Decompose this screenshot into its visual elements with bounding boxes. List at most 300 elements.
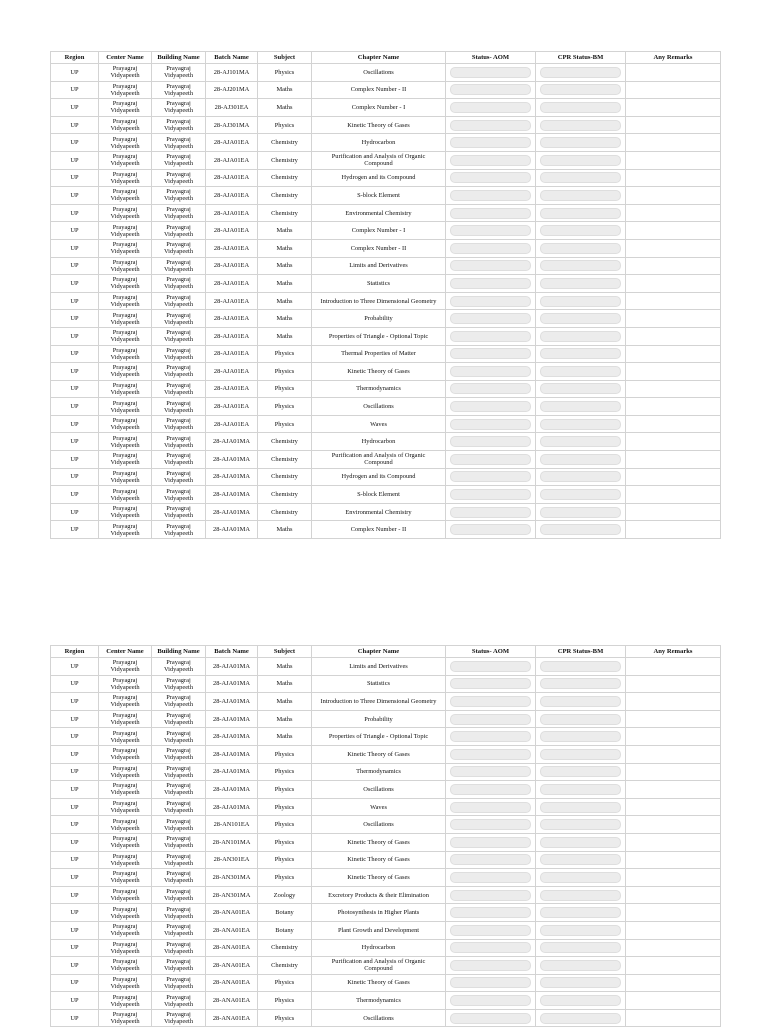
status-aom-dropdown[interactable] <box>450 890 531 901</box>
any-remarks-cell[interactable] <box>626 816 721 834</box>
subject-cell: Physics <box>258 781 312 799</box>
status-aom-dropdown[interactable] <box>450 678 531 689</box>
cpr-status-bm-dropdown[interactable] <box>540 489 621 500</box>
any-remarks-cell[interactable] <box>626 398 721 416</box>
center-name-cell: Prayagraj Vidyapeeth <box>99 169 152 187</box>
region-cell: UP <box>51 64 99 82</box>
column-header-batch-name: Batch Name <box>206 52 258 64</box>
cpr-status-bm-dropdown[interactable] <box>540 471 621 482</box>
cpr-status-bm-cell <box>536 693 626 711</box>
batch-name-cell: 28-ANA01EA <box>206 957 258 975</box>
cpr-status-bm-cell <box>536 134 626 152</box>
any-remarks-cell[interactable] <box>626 503 721 521</box>
cpr-status-bm-dropdown[interactable] <box>540 313 621 324</box>
any-remarks-cell[interactable] <box>626 151 721 169</box>
column-header-any-remarks: Any Remarks <box>626 52 721 64</box>
cpr-status-bm-cell <box>536 380 626 398</box>
subject-cell: Botany <box>258 921 312 939</box>
chapter-name-cell: Oscillations <box>312 781 446 799</box>
status-aom-cell <box>446 816 536 834</box>
table-row <box>51 1009 721 1027</box>
cpr-status-bm-cell <box>536 974 626 992</box>
status-aom-dropdown[interactable] <box>450 854 531 865</box>
region-cell: UP <box>51 363 99 381</box>
cpr-status-bm-cell <box>536 275 626 293</box>
subject-cell: Maths <box>258 275 312 293</box>
subject-cell: Chemistry <box>258 187 312 205</box>
cpr-status-bm-cell <box>536 745 626 763</box>
cpr-status-bm-dropdown[interactable] <box>540 784 621 795</box>
center-name-cell: Prayagraj Vidyapeeth <box>99 781 152 799</box>
cpr-status-bm-dropdown[interactable] <box>540 208 621 219</box>
chapter-name-cell: Kinetic Theory of Gases <box>312 974 446 992</box>
column-header-center-name: Center Name <box>99 646 152 658</box>
region-cell: UP <box>51 204 99 222</box>
status-aom-dropdown[interactable] <box>450 942 531 953</box>
center-name-cell: Prayagraj Vidyapeeth <box>99 222 152 240</box>
batch-name-cell: 28-AJA01MA <box>206 468 258 486</box>
cpr-status-bm-dropdown[interactable] <box>540 120 621 131</box>
chapter-name-cell: Thermodynamics <box>312 763 446 781</box>
batch-name-cell: 28-AJA01EA <box>206 204 258 222</box>
cpr-status-bm-cell <box>536 222 626 240</box>
region-cell: UP <box>51 169 99 187</box>
cpr-status-bm-dropdown[interactable] <box>540 819 621 830</box>
center-name-cell: Prayagraj Vidyapeeth <box>99 187 152 205</box>
cpr-status-bm-dropdown[interactable] <box>540 749 621 760</box>
subject-cell: Chemistry <box>258 503 312 521</box>
cpr-status-bm-dropdown[interactable] <box>540 84 621 95</box>
chapter-name-cell: Oscillations <box>312 1009 446 1027</box>
cpr-status-bm-dropdown[interactable] <box>540 225 621 236</box>
status-aom-dropdown[interactable] <box>450 348 531 359</box>
status-aom-dropdown[interactable] <box>450 471 531 482</box>
status-aom-dropdown[interactable] <box>450 67 531 78</box>
any-remarks-cell[interactable] <box>626 693 721 711</box>
chapter-name-cell: Oscillations <box>312 816 446 834</box>
subject-cell: Physics <box>258 974 312 992</box>
chapter-name-cell: Complex Number - II <box>312 521 446 539</box>
any-remarks-cell[interactable] <box>626 658 721 676</box>
cpr-status-bm-dropdown[interactable] <box>540 802 621 813</box>
status-aom-dropdown[interactable] <box>450 819 531 830</box>
cpr-status-bm-dropdown[interactable] <box>540 260 621 271</box>
cpr-status-bm-dropdown[interactable] <box>540 419 621 430</box>
building-name-cell: Prayagraj Vidyapeeth <box>152 239 206 257</box>
any-remarks-cell[interactable] <box>626 851 721 869</box>
cpr-status-bm-dropdown[interactable] <box>540 854 621 865</box>
cpr-status-bm-dropdown[interactable] <box>540 1013 621 1024</box>
batch-name-cell: 28-AJA01MA <box>206 658 258 676</box>
center-name-cell: Prayagraj Vidyapeeth <box>99 257 152 275</box>
cpr-status-bm-dropdown[interactable] <box>540 766 621 777</box>
status-aom-dropdown[interactable] <box>450 1013 531 1024</box>
status-aom-dropdown[interactable] <box>450 714 531 725</box>
cpr-status-bm-cell <box>536 728 626 746</box>
status-aom-cell <box>446 1009 536 1027</box>
any-remarks-cell[interactable] <box>626 869 721 887</box>
region-cell: UP <box>51 728 99 746</box>
status-aom-dropdown[interactable] <box>450 731 531 742</box>
status-aom-cell <box>446 327 536 345</box>
status-aom-cell <box>446 974 536 992</box>
column-header-subject: Subject <box>258 52 312 64</box>
table-row <box>51 833 721 851</box>
cpr-status-bm-dropdown[interactable] <box>540 67 621 78</box>
any-remarks-cell[interactable] <box>626 415 721 433</box>
any-remarks-cell[interactable] <box>626 433 721 451</box>
any-remarks-cell[interactable] <box>626 957 721 975</box>
center-name-cell: Prayagraj Vidyapeeth <box>99 327 152 345</box>
table-row <box>51 521 721 539</box>
region-cell: UP <box>51 99 99 117</box>
cpr-status-bm-dropdown[interactable] <box>540 678 621 689</box>
cpr-status-bm-dropdown[interactable] <box>540 925 621 936</box>
cpr-status-bm-dropdown[interactable] <box>540 507 621 518</box>
any-remarks-cell[interactable] <box>626 239 721 257</box>
subject-cell: Physics <box>258 398 312 416</box>
building-name-cell: Prayagraj Vidyapeeth <box>152 851 206 869</box>
batch-name-cell: 28-AJA01MA <box>206 728 258 746</box>
status-aom-dropdown[interactable] <box>450 749 531 760</box>
subject-cell: Maths <box>258 81 312 99</box>
cpr-status-bm-dropdown[interactable] <box>540 278 621 289</box>
cpr-status-bm-cell <box>536 327 626 345</box>
building-name-cell: Prayagraj Vidyapeeth <box>152 327 206 345</box>
any-remarks-cell[interactable] <box>626 904 721 922</box>
cpr-status-bm-dropdown[interactable] <box>540 366 621 377</box>
cpr-status-bm-dropdown[interactable] <box>540 296 621 307</box>
status-aom-dropdown[interactable] <box>450 243 531 254</box>
status-aom-dropdown[interactable] <box>450 784 531 795</box>
building-name-cell: Prayagraj Vidyapeeth <box>152 1009 206 1027</box>
status-aom-cell <box>446 169 536 187</box>
batch-name-cell: 28-AJA01MA <box>206 763 258 781</box>
batch-name-cell: 28-AJA01EA <box>206 380 258 398</box>
cpr-status-bm-dropdown[interactable] <box>540 872 621 883</box>
status-aom-dropdown[interactable] <box>450 366 531 377</box>
building-name-cell: Prayagraj Vidyapeeth <box>152 134 206 152</box>
status-aom-dropdown[interactable] <box>450 925 531 936</box>
batch-name-cell: 28-AJA01EA <box>206 134 258 152</box>
chapter-name-cell: Oscillations <box>312 64 446 82</box>
schedule-table-page-1 <box>50 51 720 539</box>
status-aom-dropdown[interactable] <box>450 331 531 342</box>
any-remarks-cell[interactable] <box>626 257 721 275</box>
any-remarks-cell[interactable] <box>626 275 721 293</box>
subject-cell: Maths <box>258 99 312 117</box>
batch-name-cell: 28-AJA01MA <box>206 486 258 504</box>
subject-cell: Chemistry <box>258 957 312 975</box>
batch-name-cell: 28-AJA01EA <box>206 310 258 328</box>
cpr-status-bm-cell <box>536 869 626 887</box>
building-name-cell: Prayagraj Vidyapeeth <box>152 781 206 799</box>
any-remarks-cell[interactable] <box>626 521 721 539</box>
table-row <box>51 64 721 82</box>
status-aom-dropdown[interactable] <box>450 977 531 988</box>
status-aom-cell <box>446 451 536 469</box>
any-remarks-cell[interactable] <box>626 710 721 728</box>
status-aom-cell <box>446 851 536 869</box>
status-aom-dropdown[interactable] <box>450 120 531 131</box>
status-aom-cell <box>446 275 536 293</box>
table-row <box>51 239 721 257</box>
any-remarks-cell[interactable] <box>626 992 721 1010</box>
cpr-status-bm-dropdown[interactable] <box>540 190 621 201</box>
table-row <box>51 116 721 134</box>
status-aom-dropdown[interactable] <box>450 802 531 813</box>
batch-name-cell: 28-AJA01MA <box>206 781 258 799</box>
any-remarks-cell[interactable] <box>626 974 721 992</box>
status-aom-cell <box>446 992 536 1010</box>
status-aom-dropdown[interactable] <box>450 507 531 518</box>
batch-name-cell: 28-AN301MA <box>206 869 258 887</box>
chapter-name-cell: Plant Growth and Development <box>312 921 446 939</box>
cpr-status-bm-dropdown[interactable] <box>540 995 621 1006</box>
any-remarks-cell[interactable] <box>626 745 721 763</box>
center-name-cell: Prayagraj Vidyapeeth <box>99 745 152 763</box>
any-remarks-cell[interactable] <box>626 675 721 693</box>
column-header-cpr-status-bm: CPR Status-BM <box>536 646 626 658</box>
cpr-status-bm-dropdown[interactable] <box>540 714 621 725</box>
status-aom-dropdown[interactable] <box>450 419 531 430</box>
status-aom-dropdown[interactable] <box>450 155 531 166</box>
table-row <box>51 345 721 363</box>
chapter-name-cell: S-block Element <box>312 486 446 504</box>
chapter-name-cell: Purification and Analysis of Organic Compound <box>312 451 446 469</box>
table-row <box>51 939 721 957</box>
status-aom-dropdown[interactable] <box>450 225 531 236</box>
subject-cell: Maths <box>258 310 312 328</box>
cpr-status-bm-dropdown[interactable] <box>540 331 621 342</box>
status-aom-dropdown[interactable] <box>450 102 531 113</box>
any-remarks-cell[interactable] <box>626 81 721 99</box>
status-aom-dropdown[interactable] <box>450 313 531 324</box>
cpr-status-bm-dropdown[interactable] <box>540 348 621 359</box>
center-name-cell: Prayagraj Vidyapeeth <box>99 503 152 521</box>
status-aom-dropdown[interactable] <box>450 401 531 412</box>
region-cell: UP <box>51 798 99 816</box>
batch-name-cell: 28-AJA01MA <box>206 433 258 451</box>
status-aom-dropdown[interactable] <box>450 995 531 1006</box>
cpr-status-bm-cell <box>536 363 626 381</box>
table-row <box>51 781 721 799</box>
status-aom-dropdown[interactable] <box>450 454 531 465</box>
status-aom-dropdown[interactable] <box>450 383 531 394</box>
region-cell: UP <box>51 710 99 728</box>
any-remarks-cell[interactable] <box>626 886 721 904</box>
table-row <box>51 728 721 746</box>
status-aom-cell <box>446 728 536 746</box>
any-remarks-cell[interactable] <box>626 204 721 222</box>
building-name-cell: Prayagraj Vidyapeeth <box>152 816 206 834</box>
any-remarks-cell[interactable] <box>626 169 721 187</box>
chapter-name-cell: Waves <box>312 798 446 816</box>
cpr-status-bm-dropdown[interactable] <box>540 454 621 465</box>
any-remarks-cell[interactable] <box>626 798 721 816</box>
center-name-cell: Prayagraj Vidyapeeth <box>99 675 152 693</box>
status-aom-cell <box>446 939 536 957</box>
cpr-status-bm-dropdown[interactable] <box>540 661 621 672</box>
building-name-cell: Prayagraj Vidyapeeth <box>152 345 206 363</box>
cpr-status-bm-dropdown[interactable] <box>540 942 621 953</box>
region-cell: UP <box>51 81 99 99</box>
chapter-name-cell: Limits and Derivatives <box>312 658 446 676</box>
status-aom-dropdown[interactable] <box>450 960 531 971</box>
status-aom-cell <box>446 257 536 275</box>
cpr-status-bm-dropdown[interactable] <box>540 383 621 394</box>
building-name-cell: Prayagraj Vidyapeeth <box>152 798 206 816</box>
any-remarks-cell[interactable] <box>626 451 721 469</box>
cpr-status-bm-dropdown[interactable] <box>540 837 621 848</box>
any-remarks-cell[interactable] <box>626 64 721 82</box>
any-remarks-cell[interactable] <box>626 1009 721 1027</box>
region-cell: UP <box>51 658 99 676</box>
any-remarks-cell[interactable] <box>626 187 721 205</box>
batch-name-cell: 28-AJA01MA <box>206 521 258 539</box>
table-row <box>51 921 721 939</box>
subject-cell: Physics <box>258 345 312 363</box>
any-remarks-cell[interactable] <box>626 763 721 781</box>
cpr-status-bm-cell <box>536 886 626 904</box>
status-aom-cell <box>446 81 536 99</box>
center-name-cell: Prayagraj Vidyapeeth <box>99 415 152 433</box>
any-remarks-cell[interactable] <box>626 116 721 134</box>
batch-name-cell: 28-AJA01MA <box>206 745 258 763</box>
cpr-status-bm-dropdown[interactable] <box>540 172 621 183</box>
table-row <box>51 710 721 728</box>
cpr-status-bm-dropdown[interactable] <box>540 907 621 918</box>
chapter-name-cell: Complex Number - II <box>312 81 446 99</box>
chapter-name-cell: Photosynthesis in Higher Plants <box>312 904 446 922</box>
cpr-status-bm-dropdown[interactable] <box>540 696 621 707</box>
building-name-cell: Prayagraj Vidyapeeth <box>152 415 206 433</box>
cpr-status-bm-dropdown[interactable] <box>540 890 621 901</box>
batch-name-cell: 28-ANA01EA <box>206 921 258 939</box>
any-remarks-cell[interactable] <box>626 310 721 328</box>
status-aom-cell <box>446 503 536 521</box>
region-cell: UP <box>51 957 99 975</box>
region-cell: UP <box>51 763 99 781</box>
cpr-status-bm-dropdown[interactable] <box>540 155 621 166</box>
cpr-status-bm-dropdown[interactable] <box>540 731 621 742</box>
table-row <box>51 974 721 992</box>
any-remarks-cell[interactable] <box>626 486 721 504</box>
status-aom-dropdown[interactable] <box>450 661 531 672</box>
cpr-status-bm-cell <box>536 468 626 486</box>
building-name-cell: Prayagraj Vidyapeeth <box>152 433 206 451</box>
cpr-status-bm-dropdown[interactable] <box>540 524 621 535</box>
subject-cell: Maths <box>258 239 312 257</box>
any-remarks-cell[interactable] <box>626 833 721 851</box>
cpr-status-bm-cell <box>536 169 626 187</box>
cpr-status-bm-cell <box>536 675 626 693</box>
cpr-status-bm-dropdown[interactable] <box>540 401 621 412</box>
center-name-cell: Prayagraj Vidyapeeth <box>99 239 152 257</box>
cpr-status-bm-cell <box>536 310 626 328</box>
status-aom-dropdown[interactable] <box>450 524 531 535</box>
table-row <box>51 503 721 521</box>
status-aom-dropdown[interactable] <box>450 907 531 918</box>
any-remarks-cell[interactable] <box>626 728 721 746</box>
any-remarks-cell[interactable] <box>626 363 721 381</box>
subject-cell: Zoology <box>258 886 312 904</box>
column-header-region: Region <box>51 646 99 658</box>
status-aom-dropdown[interactable] <box>450 278 531 289</box>
cpr-status-bm-dropdown[interactable] <box>540 436 621 447</box>
any-remarks-cell[interactable] <box>626 327 721 345</box>
column-header-region: Region <box>51 52 99 64</box>
status-aom-dropdown[interactable] <box>450 260 531 271</box>
cpr-status-bm-cell <box>536 204 626 222</box>
any-remarks-cell[interactable] <box>626 781 721 799</box>
any-remarks-cell[interactable] <box>626 468 721 486</box>
status-aom-cell <box>446 134 536 152</box>
status-aom-dropdown[interactable] <box>450 172 531 183</box>
status-aom-cell <box>446 745 536 763</box>
status-aom-dropdown[interactable] <box>450 872 531 883</box>
building-name-cell: Prayagraj Vidyapeeth <box>152 992 206 1010</box>
cpr-status-bm-cell <box>536 64 626 82</box>
cpr-status-bm-dropdown[interactable] <box>540 137 621 148</box>
status-aom-dropdown[interactable] <box>450 190 531 201</box>
any-remarks-cell[interactable] <box>626 939 721 957</box>
cpr-status-bm-dropdown[interactable] <box>540 960 621 971</box>
status-aom-dropdown[interactable] <box>450 137 531 148</box>
any-remarks-cell[interactable] <box>626 99 721 117</box>
any-remarks-cell[interactable] <box>626 380 721 398</box>
cpr-status-bm-cell <box>536 957 626 975</box>
any-remarks-cell[interactable] <box>626 345 721 363</box>
chapter-name-cell: Hydrocarbon <box>312 433 446 451</box>
status-aom-dropdown[interactable] <box>450 837 531 848</box>
building-name-cell: Prayagraj Vidyapeeth <box>152 451 206 469</box>
any-remarks-cell[interactable] <box>626 222 721 240</box>
building-name-cell: Prayagraj Vidyapeeth <box>152 833 206 851</box>
building-name-cell: Prayagraj Vidyapeeth <box>152 675 206 693</box>
status-aom-dropdown[interactable] <box>450 84 531 95</box>
status-aom-dropdown[interactable] <box>450 436 531 447</box>
status-aom-cell <box>446 204 536 222</box>
cpr-status-bm-dropdown[interactable] <box>540 243 621 254</box>
status-aom-dropdown[interactable] <box>450 208 531 219</box>
any-remarks-cell[interactable] <box>626 134 721 152</box>
batch-name-cell: 28-AJA01EA <box>206 398 258 416</box>
cpr-status-bm-cell <box>536 521 626 539</box>
any-remarks-cell[interactable] <box>626 921 721 939</box>
subject-cell: Maths <box>258 710 312 728</box>
status-aom-dropdown[interactable] <box>450 766 531 777</box>
center-name-cell: Prayagraj Vidyapeeth <box>99 433 152 451</box>
table-row <box>51 886 721 904</box>
table-row <box>51 292 721 310</box>
subject-cell: Maths <box>258 521 312 539</box>
status-aom-dropdown[interactable] <box>450 696 531 707</box>
status-aom-dropdown[interactable] <box>450 489 531 500</box>
batch-name-cell: 28-AJA01EA <box>206 257 258 275</box>
table-row <box>51 380 721 398</box>
cpr-status-bm-dropdown[interactable] <box>540 977 621 988</box>
status-aom-dropdown[interactable] <box>450 296 531 307</box>
status-aom-cell <box>446 415 536 433</box>
subject-cell: Physics <box>258 816 312 834</box>
any-remarks-cell[interactable] <box>626 292 721 310</box>
cpr-status-bm-cell <box>536 257 626 275</box>
cpr-status-bm-dropdown[interactable] <box>540 102 621 113</box>
batch-name-cell: 28-AJA01MA <box>206 798 258 816</box>
status-aom-cell <box>446 904 536 922</box>
batch-name-cell: 28-AJA01EA <box>206 292 258 310</box>
